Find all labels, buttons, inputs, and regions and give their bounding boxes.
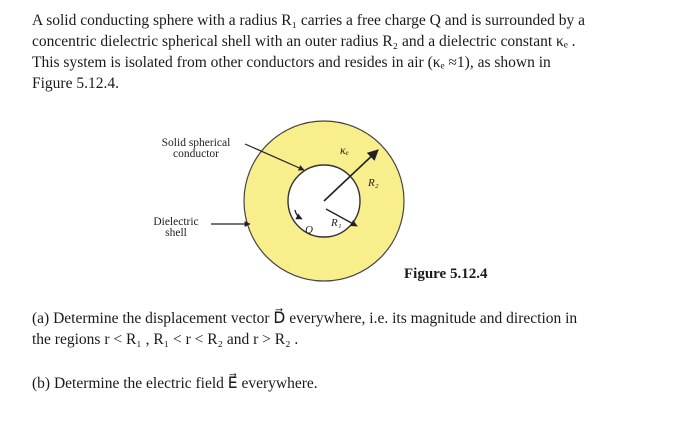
- r1-symbol: R₁: [331, 217, 342, 229]
- label-line: Solid spherical: [161, 137, 231, 149]
- label-line: Dielectric: [153, 216, 199, 228]
- q-symbol: Q: [305, 224, 313, 236]
- part-a-line: the regions r < R₁ , R₁ < r < R₂ and r > R₂ .: [32, 331, 299, 348]
- dielectric-shell-label: [140, 217, 212, 239]
- part-a: [32, 308, 672, 350]
- part-a-line: (a) Determine the displacement vector D⃗ everywhere, i.e. its magnitude and direction in: [32, 310, 578, 327]
- solid-conductor-label: [150, 138, 242, 160]
- intro-line: A solid conducting sphere with a radius R₁ carries a free charge Q and is surrounded by a: [32, 12, 586, 29]
- kappa-symbol: κₑ: [340, 143, 349, 157]
- label-line: shell: [165, 227, 187, 239]
- label-line: conductor: [173, 148, 219, 160]
- r2-symbol: R₂: [368, 177, 379, 189]
- intro-line: This system is isolated from other conductors and resides in air (κₑ ≈1), as shown in: [32, 54, 551, 71]
- intro-line: concentric dielectric spherical shell with an outer radius R₂ and a dielectric constant κₑ .: [32, 33, 576, 50]
- part-b: (b) Determine the electric field E⃗ everywhere.: [32, 375, 318, 392]
- intro-line: Figure 5.12.4.: [32, 75, 119, 92]
- figure-caption: Figure 5.12.4: [404, 266, 488, 282]
